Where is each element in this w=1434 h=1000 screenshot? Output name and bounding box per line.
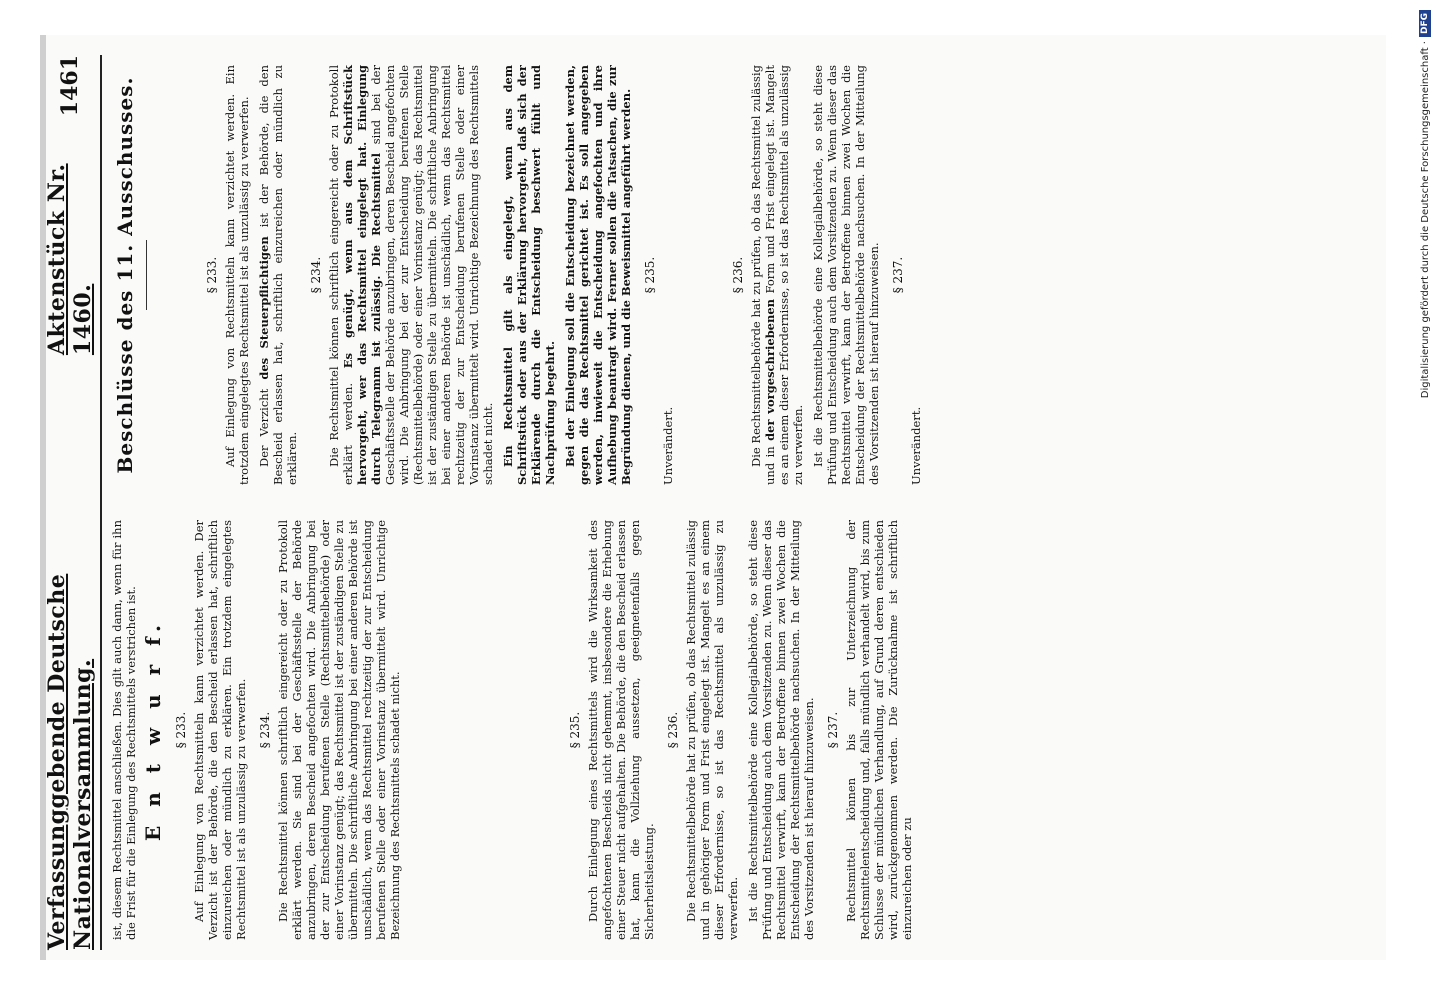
committee-section-233-text-1: Auf Einlegung von Rechtsmitteln kann verzichtet werden. Ein trotzdem eingelegtes Rechtsmittel ist als unzulässig zu verwerfen.: [223, 65, 251, 485]
committee-section-233-text-2: Der Verzicht des Steuerpflichtigen ist der Behörde, die den Bescheid erlassen hat, schriftlich einzureichen oder mündlich zu erklären.: [257, 64, 299, 485]
draft-section-234-text: Die Rechtsmittel können schriftlich eingereicht oder zu Protokoll erklärt werden. Sie sind bei der Geschäftsstelle der Behörde anzubringen, deren Bescheid angefochten wird. Die Anbringung bei der zur Entscheidung berufenen Stelle (Rechtsmittelbehörde) oder einer Vorinstanz genügt; das Rechtsmittel ist der zuständigen Stelle zu übermitteln. Die schriftliche Anbringung bei einer anderen Behörde ist unschädlich, wenn das Rechtsmittel rechtzeitig der zur Entscheidung berufenen Stelle oder einer Vorinstanz übermittelt wird. Unrichtige Bezeichnung des Rechtsmittels schadet nicht.: [276, 520, 402, 940]
heading-rule: [146, 240, 147, 310]
draft-section-236-text-1: Die Rechtsmittelbehörde hat zu prüfen, ob das Rechtsmittel zulässig und in gehöriger Form und Frist eingelegt ist. Mangelt es an einem dieser Erfordernisse, so ist das Rechtsmittel als unzulässig zu verwerfen.: [684, 520, 740, 940]
committee-section-233-title: § 233.: [205, 256, 219, 294]
draft-intro: ist, diesem Rechtsmittel anschließen. Dies gilt auch dann, wenn für ihn die Frist für die Einlegung des Rechtsmittels verstrichen ist.: [110, 520, 138, 940]
committee-section-237-text: Unverändert.: [909, 406, 923, 485]
rotated-page-content: [40, 35, 1380, 960]
committee-section-236-text-1: Die Rechtsmittelbehörde hat zu prüfen, ob das Rechtsmittel zulässig und in der vorgeschriebenen Form und Frist eingelegt ist. Mangelt es an einem dieser Erfordernisse, so ist das Rechtsmittel als unzulässig zu verwerfen.: [749, 65, 805, 485]
committee-section-236-text-2: Ist die Rechtsmittelbehörde eine Kollegialbehörde, so steht diese Prüfung und Entscheidung auch dem Vorsitzenden zu. Wenn dieser das Rechtsmittel verwirft, kann der Betroffene binnen zwei Wochen die Entscheidung der Rechtsmittelbehörde nachsuchen. In der Mitteilung des Vorsitzenden ist hierauf hinzuweisen.: [811, 65, 881, 485]
digitization-text: Digitalisierung gefördert durch die Deutsche Forschungsgemeinschaft ·: [1419, 41, 1431, 399]
page-number: 1461: [57, 55, 83, 117]
committee-section-236-title: § 236.: [731, 256, 745, 294]
committee-section-234-text-3: Bei der Einlegung soll die Entscheidung bezeichnet werden, gegen die das Rechtsmittel gerichtet ist. Es soll angegeben werden, inwieweit die Entscheidung angefochten und ihre Aufhebung beantragt wird. Ferner sollen die Tatsachen, die zur Begründung dienen, und die Beweismittel angeführt werden.: [563, 65, 633, 485]
draft-section-236-title: § 236.: [666, 711, 680, 749]
committee-section-237-title: § 237.: [891, 256, 905, 294]
draft-section-233-text: Auf Einlegung von Rechtsmitteln kann verzichtet werden. Der Verzicht ist der Behörde, die den Bescheid erlassen hat, schriftlich einzureichen oder mündlich zu erklären. Ein trotzdem eingelegtes Rechtsmittel ist als unzulässig zu verwerfen.: [192, 520, 248, 940]
draft-section-233-title: § 233.: [174, 711, 188, 749]
draft-section-234-title: § 234.: [258, 711, 272, 749]
dfg-logo: DFG: [1419, 10, 1431, 37]
draft-section-235-title: § 235.: [568, 711, 582, 749]
committee-section-235-title: § 235.: [643, 256, 657, 294]
draft-heading: E n t w u r f.: [141, 619, 165, 841]
committee-section-234-text-2: Ein Rechtsmittel gilt als eingelegt, wenn aus dem Schriftstück oder aus der Erklärung hervorgeht, daß sich der Erklärende durch die Entscheidung beschwert fühlt und Nachprüfung begehrt.: [501, 65, 557, 485]
draft-section-236-text-2: Ist die Rechtsmittelbehörde eine Kollegialbehörde, so steht diese Prüfung und Entscheidung auch dem Vorsitzenden zu. Wenn dieser das Rechtsmittel verwirft, kann der Betroffene binnen zwei Wochen die Entscheidung der Rechtsmittelbehörde nachsuchen. In der Mitteilung des Vorsitzenden ist hierauf hinzuweisen.: [746, 520, 816, 940]
draft-section-235-text: Durch Einlegung eines Rechtsmittels wird die Wirksamkeit des angefochtenen Bescheids nicht gehemmt, insbesondere die Erhebung einer Steuer nicht aufgehalten. Die Behörde, die den Bescheid erlassen hat, kann die Vollziehung aussetzen, geeignetenfalls gegen Sicherheitsleistung.: [586, 520, 656, 940]
committee-column: [102, 55, 1362, 495]
page-header: [40, 35, 100, 960]
draft-section-237-title: § 237.: [826, 711, 840, 749]
committee-section-235-text: Unverändert.: [661, 406, 675, 485]
header-title: Verfassunggebende Deutsche Nationalversammlung.: [44, 573, 96, 950]
document-reference: Aktenstück Nr. 1460.: [44, 163, 96, 356]
committee-section-234-title: § 234.: [309, 256, 323, 294]
draft-section-237-text: Rechtsmittel können bis zur Unterzeichnung der Rechtsmittelentscheidung und, falls mündlich verhandelt wird, bis zum Schlusse der mündlichen Verhandlung, auf Grund deren entschieden wird, zurückgenommen werden. Die Zurücknahme ist schriftlich einzureichen oder zu: [844, 520, 914, 940]
committee-section-234-text-1: Die Rechtsmittel können schriftlich eingereicht oder zu Protokoll erklärt werden. Es genügt, wenn aus dem Schriftstück hervorgeht, wer das Rechtsmittel eingelegt hat. Einlegung durch Telegramm ist zulässig. Die Rechtsmittel sind bei der Geschäftsstelle der Behörde anzubringen, deren Bescheid angefochten wird. Die Anbringung bei der zur Entscheidung berufenen Stelle (Rechtsmittelbehörde) oder einer Vorinstanz genügt; das Rechtsmittel ist der zuständigen Stelle zu übermitteln. Die schriftliche Anbringung bei einer anderen Behörde ist unschädlich, wenn das Rechtsmittel rechtzeitig der zur Entscheidung berufenen Stelle oder einer Vorinstanz übermittelt wird. Unrichtige Bezeichnung des Rechtsmittels schadet nicht.: [327, 65, 495, 485]
draft-column: [102, 510, 1362, 950]
committee-heading: Beschlüsse des 11. Ausschusses.: [113, 76, 137, 474]
digitization-note: [1419, 10, 1431, 990]
